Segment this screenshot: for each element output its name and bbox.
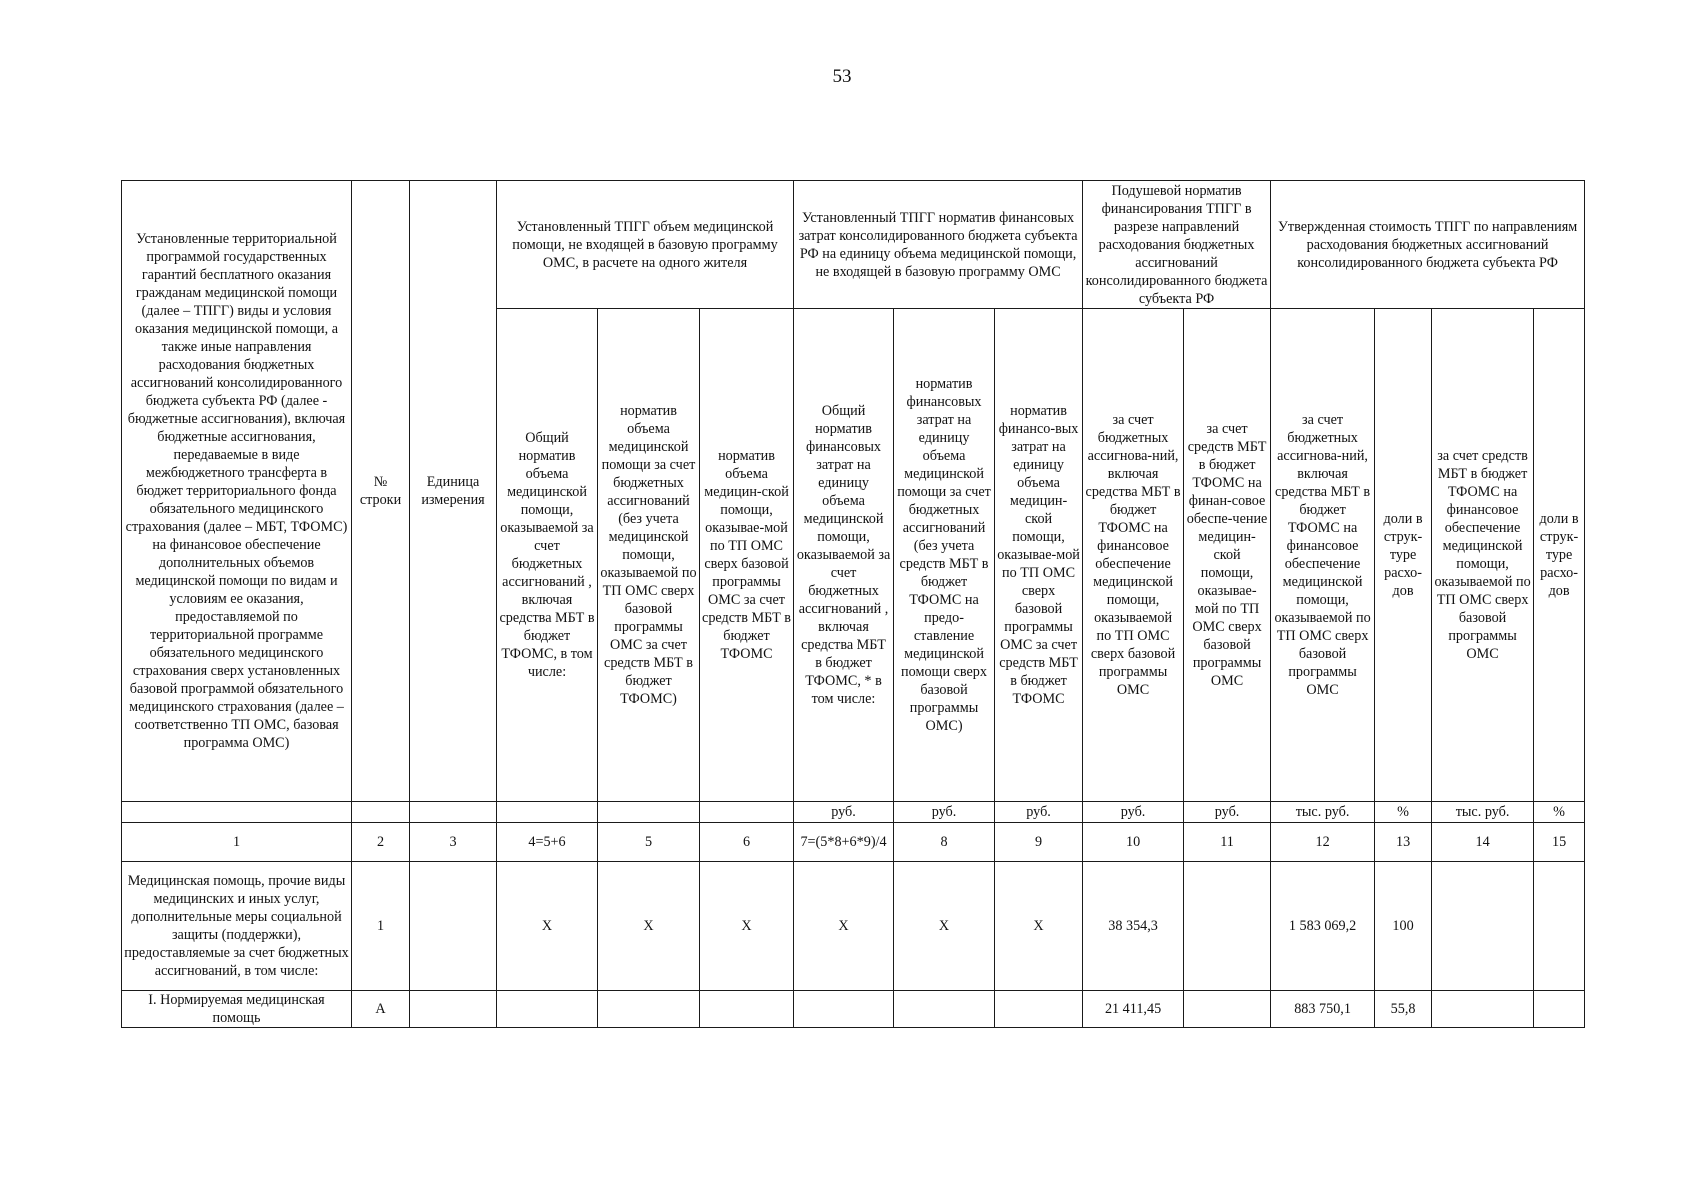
header-col-4: Общий норматив объема медицинской помощи, оказываемой за счет бюджетных ассигнований , включая средства МБТ в бюджет ТФОМС, в том числе:: [497, 309, 598, 802]
row-cell-5: Х: [598, 862, 700, 991]
row-cell-4: [497, 991, 598, 1028]
row-cell-7: Х: [794, 862, 894, 991]
row-cell-9: Х: [995, 862, 1083, 991]
unit-col-14: тыс. руб.: [1432, 802, 1534, 823]
header-col-9: норматив финансо-вых затрат на единицу объема медицин-ской помощи, оказывае-мой по ТП ОМС сверх базовой программы ОМС за счет средств МБТ в бюджет ТФОМС: [995, 309, 1083, 802]
colnum-12: 12: [1271, 823, 1375, 862]
row-cell-15: [1534, 862, 1585, 991]
table-row: [122, 991, 1585, 1028]
header-unit: Единица измерения: [410, 181, 497, 802]
row-cell-7: [794, 991, 894, 1028]
row-cell-5: [598, 991, 700, 1028]
units-row: [122, 802, 1585, 823]
row-cell-11: [1184, 862, 1271, 991]
row-line-number: 1: [352, 862, 410, 991]
row-cell-4: Х: [497, 862, 598, 991]
budget-table: [121, 180, 1585, 1028]
row-cell-6: [700, 991, 794, 1028]
header-col-14: за счет средств МБТ в бюджет ТФОМС на финансовое обеспечение медицинской помощи, оказываемой по ТП ОМС сверх базовой программы ОМС: [1432, 309, 1534, 802]
colnum-14: 14: [1432, 823, 1534, 862]
row-cell-10: 38 354,3: [1083, 862, 1184, 991]
row-cell-15: [1534, 991, 1585, 1028]
header-col-5: норматив объема медицинской помощи за счет бюджетных ассигнований (без учета медицинской помощи, оказываемой по ТП ОМС сверх базовой программы ОМС за счет средств МБТ в бюджет ТФОМС): [598, 309, 700, 802]
colnum-13: 13: [1375, 823, 1432, 862]
header-col-10: за счет бюджетных ассигнова-ний, включая средства МБТ в бюджет ТФОМС на финансовое обеспечение медицинской помощи, оказываемой по ТП ОМС сверх базовой программы ОМС: [1083, 309, 1184, 802]
colnum-8: 8: [894, 823, 995, 862]
row-cell-11: [1184, 991, 1271, 1028]
row-unit: [410, 991, 497, 1028]
header-approved-cost-group: Утвержденная стоимость ТПГГ по направлениям расходования бюджетных ассигнований консолидированного бюджета субъекта РФ: [1271, 181, 1585, 309]
row-cell-10: 21 411,45: [1083, 991, 1184, 1028]
colnum-2: 2: [352, 823, 410, 862]
row-cell-14: [1432, 862, 1534, 991]
row-line-number: А: [352, 991, 410, 1028]
unit-col-15: %: [1534, 802, 1585, 823]
row-cell-12: 883 750,1: [1271, 991, 1375, 1028]
row-cell-13: 55,8: [1375, 991, 1432, 1028]
header-col-13: доли в струк-туре расхо-дов: [1375, 309, 1432, 802]
header-col-15: доли в струк-туре расхо-дов: [1534, 309, 1585, 802]
page-number: 53: [832, 66, 852, 87]
colnum-1: 1: [122, 823, 352, 862]
row-cell-9: [995, 991, 1083, 1028]
header-volume-group: Установленный ТПГГ объем медицинской помощи, не входящей в базовую программу ОМС, в расчете на одного жителя: [497, 181, 794, 309]
colnum-15: 15: [1534, 823, 1585, 862]
header-col-7: Общий норматив финансовых затрат на единицу объема медицинской помощи, оказываемой за счет бюджетных ассигнований , включая средства МБТ в бюджет ТФОМС, * в том числе:: [794, 309, 894, 802]
unit-col-9: руб.: [995, 802, 1083, 823]
header-per-capita-group: Подушевой норматив финансирования ТПГГ в разрезе направлений расходования бюджетных ассигнований консолидированного бюджета субъекта РФ: [1083, 181, 1271, 309]
unit-col-7: руб.: [794, 802, 894, 823]
colnum-4: 4=5+6: [497, 823, 598, 862]
header-cost-norm-group: Установленный ТПГГ норматив финансовых затрат консолидированного бюджета субъекта РФ на единицу объема медицинской помощи, не входящей в базовую программу ОМС: [794, 181, 1083, 309]
unit-col-13: %: [1375, 802, 1432, 823]
row-cell-8: [894, 991, 995, 1028]
row-cell-14: [1432, 991, 1534, 1028]
header-description: Установленные территориальной программой государственных гарантий бесплатного оказания гражданам медицинской помощи (далее – ТПГГ) виды и условия оказания медицинской помощи, а также иные направления расходования бюджетных ассигнований консолидированного бюджета субъекта РФ (далее - бюджетные ассигнования), включая бюджетные ассигнования, передаваемые в виде межбюджетного трансферта в бюджет территориального фонда обязательного медицинского страхования (далее – МБТ, ТФОМС) на финансовое обеспечение дополнительных объемов медицинской помощи по видам и условиям ее оказания, предоставляемой по территориальной программе обязательного медицинского страхования сверх установленных базовой программой обязательного медицинского страхования (далее – соответственно ТП ОМС, базовая программа ОМС): [122, 181, 352, 802]
header-line-number: № строки: [352, 181, 410, 802]
row-name: Медицинская помощь, прочие виды медицинских и иных услуг, дополнительные меры социальной защиты (поддержки), предоставляемые за счет бюджетных ассигнований, в том числе:: [122, 862, 352, 991]
row-cell-8: Х: [894, 862, 995, 991]
header-col-12: за счет бюджетных ассигнова-ний, включая средства МБТ в бюджет ТФОМС на финансовое обеспечение медицинской помощи, оказываемой по ТП ОМС сверх базовой программы ОМС: [1271, 309, 1375, 802]
table-row: [122, 862, 1585, 991]
row-cell-12: 1 583 069,2: [1271, 862, 1375, 991]
colnum-7: 7=(5*8+6*9)/4: [794, 823, 894, 862]
colnum-9: 9: [995, 823, 1083, 862]
colnum-11: 11: [1184, 823, 1271, 862]
header-col-11: за счет средств МБТ в бюджет ТФОМС на финан-совое обеспе-чение медицин-ской помощи, оказывае-мой по ТП ОМС сверх базовой программы ОМС: [1184, 309, 1271, 802]
header-col-8: норматив финансовых затрат на единицу объема медицинской помощи за счет бюджетных ассигнований (без учета средств МБТ в бюджет ТФОМС на предо-ставление медицинской помощи сверх базовой программы ОМС): [894, 309, 995, 802]
row-unit: [410, 862, 497, 991]
row-cell-6: Х: [700, 862, 794, 991]
unit-col-8: руб.: [894, 802, 995, 823]
column-numbers-row: [122, 823, 1585, 862]
unit-col-10: руб.: [1083, 802, 1184, 823]
colnum-6: 6: [700, 823, 794, 862]
header-col-6: норматив объема медицин-ской помощи, оказывае-мой по ТП ОМС сверх базовой программы ОМС за счет средств МБТ в бюджет ТФОМС: [700, 309, 794, 802]
colnum-5: 5: [598, 823, 700, 862]
row-cell-13: 100: [1375, 862, 1432, 991]
unit-col-12: тыс. руб.: [1271, 802, 1375, 823]
row-name: I. Нормируемая медицинская помощь: [122, 991, 352, 1028]
colnum-10: 10: [1083, 823, 1184, 862]
colnum-3: 3: [410, 823, 497, 862]
unit-col-11: руб.: [1184, 802, 1271, 823]
